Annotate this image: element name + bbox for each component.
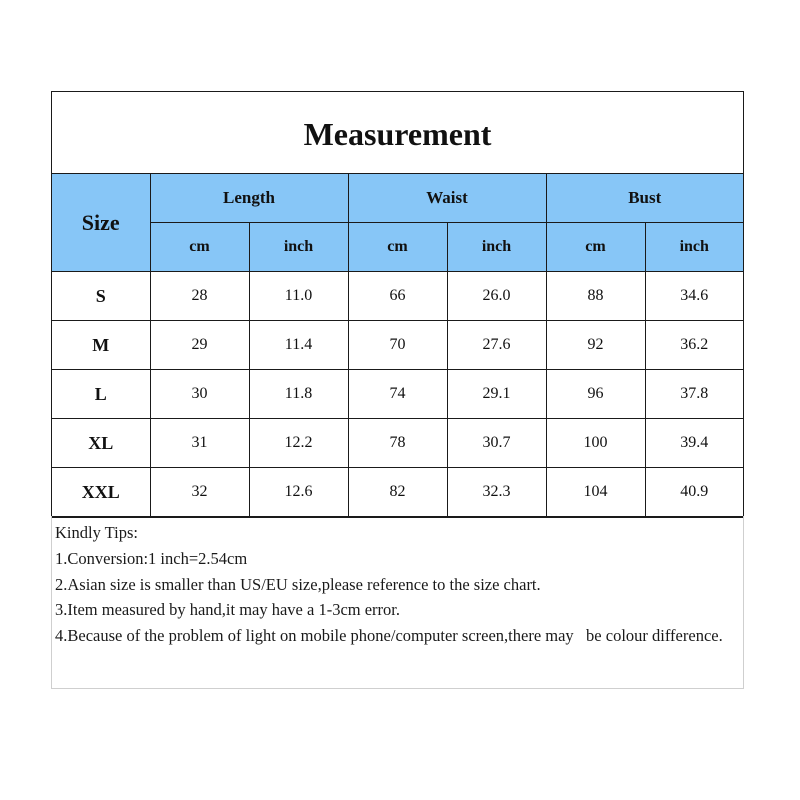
table-row	[52, 272, 743, 321]
unit-header: inch	[447, 223, 546, 272]
value-cell: 92	[546, 321, 645, 370]
value-cell: 96	[546, 370, 645, 419]
unit-header: cm	[348, 223, 447, 272]
value-cell: 11.4	[249, 321, 348, 370]
size-chart	[51, 91, 744, 518]
value-cell: 12.6	[249, 468, 348, 517]
value-cell: 32	[150, 468, 249, 517]
tips-heading: Kindly Tips:	[55, 523, 138, 542]
value-cell: 104	[546, 468, 645, 517]
table-row	[52, 468, 743, 517]
unit-header: inch	[645, 223, 743, 272]
tip-item: 1.Conversion:1 inch=2.54cm	[55, 548, 248, 568]
unit-header: cm	[546, 223, 645, 272]
unit-header: inch	[249, 223, 348, 272]
value-cell: 36.2	[645, 321, 743, 370]
value-cell: 70	[348, 321, 447, 370]
value-cell: 78	[348, 419, 447, 468]
value-cell: 74	[348, 370, 447, 419]
length-header: Length	[150, 174, 348, 223]
value-cell: 39.4	[645, 419, 743, 468]
kindly-tips	[51, 516, 744, 689]
value-cell: 37.8	[645, 370, 743, 419]
value-cell: 29	[150, 321, 249, 370]
value-cell: 11.8	[249, 370, 348, 419]
waist-header: Waist	[348, 174, 546, 223]
value-cell: 11.0	[249, 272, 348, 321]
value-cell: 88	[546, 272, 645, 321]
value-cell: 12.2	[249, 419, 348, 468]
value-cell: 100	[546, 419, 645, 468]
value-cell: 26.0	[447, 272, 546, 321]
unit-header: cm	[150, 223, 249, 272]
size-cell: L	[52, 370, 150, 419]
size-table	[52, 174, 743, 517]
value-cell: 40.9	[645, 468, 743, 517]
size-cell: S	[52, 272, 150, 321]
tip-item: 2.Asian size is smaller than US/EU size,please reference to the size chart.	[55, 574, 541, 594]
table-row	[52, 370, 743, 419]
value-cell: 31	[150, 419, 249, 468]
value-cell: 28	[150, 272, 249, 321]
value-cell: 27.6	[447, 321, 546, 370]
value-cell: 32.3	[447, 468, 546, 517]
value-cell: 34.6	[645, 272, 743, 321]
value-cell: 66	[348, 272, 447, 321]
value-cell: 30	[150, 370, 249, 419]
table-row	[52, 419, 743, 468]
bust-header: Bust	[546, 174, 743, 223]
value-cell: 82	[348, 468, 447, 517]
size-cell: M	[52, 321, 150, 370]
tip-item: 4.Because of the problem of light on mobile phone/computer screen,there may be colour difference.	[55, 626, 723, 646]
tip-item: 3.Item measured by hand,it may have a 1-3cm error.	[55, 600, 401, 620]
size-header: Size	[52, 174, 150, 272]
size-cell: XL	[52, 419, 150, 468]
table-row	[52, 321, 743, 370]
value-cell: 29.1	[447, 370, 546, 419]
size-cell: XXL	[52, 468, 150, 517]
value-cell: 30.7	[447, 419, 546, 468]
chart-title: Measurement	[52, 92, 743, 174]
